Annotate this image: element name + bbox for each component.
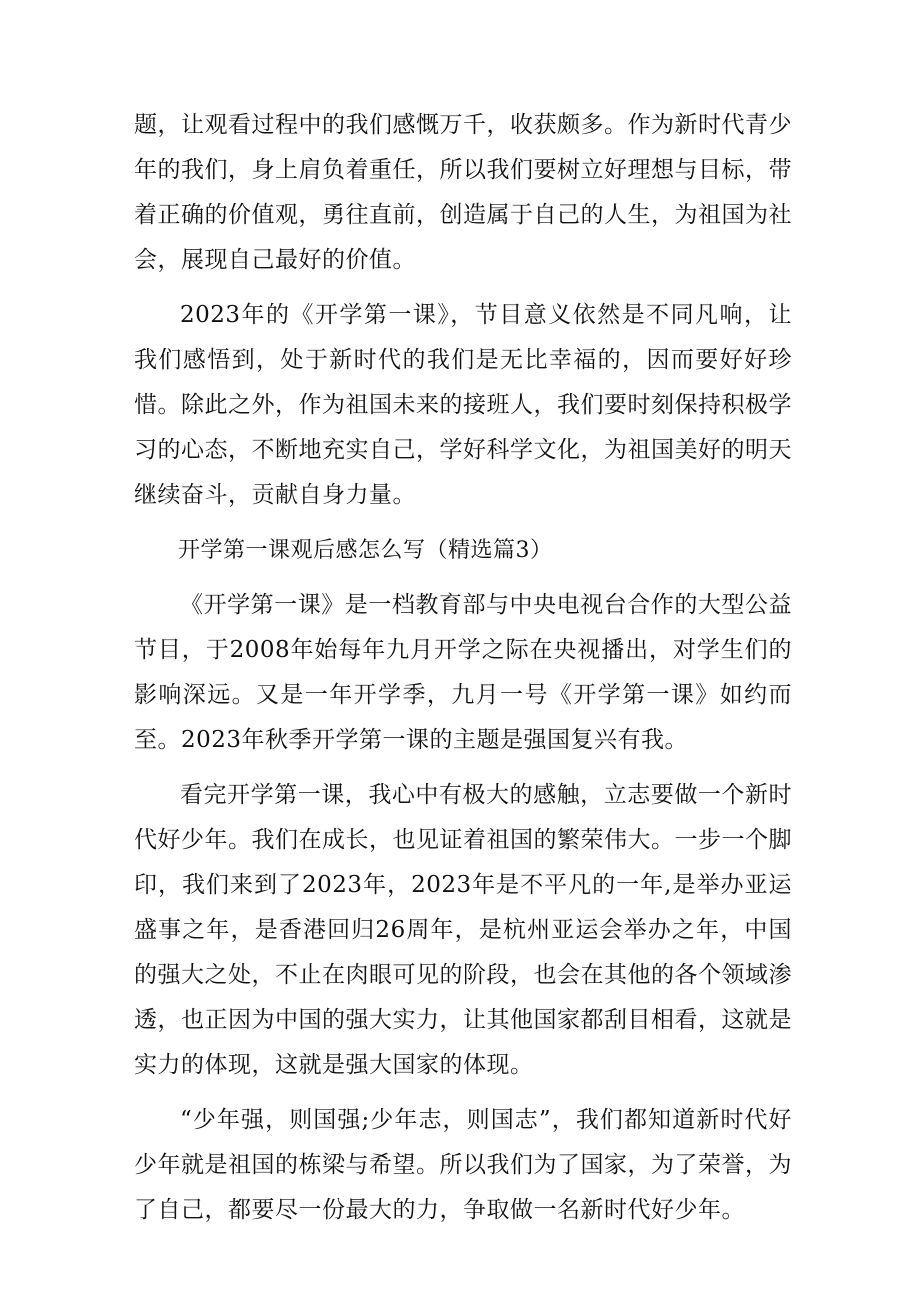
paragraph-youth-quote: “少年强，则国强;少年志，则国志”，我们都知道新时代好少年就是祖国的栋梁与希望。所以我们为了国家，为了荣誉，为了自己，都要尽一份最大的力，争取做一名新时代好少年。 xyxy=(134,1107,792,1223)
paragraph-reflection: 看完开学第一课，我心中有极大的感触，立志要做一个新时代好少年。我们在成长，也见证着祖国的繁荣伟大。一步一个脚印，我们来到了2023年，2023年是不平凡的一年,是举办亚运盛事之年，是香港回归26周年，是杭州亚运会举办之年，中国的强大之处，不止在肉眼可见的阶段，也会在其他的各个领域渗透，也正因为中国的强大实力，让其他国家都刮目相看，这就是实力的体现，这就是强大国家的体现。 xyxy=(134,782,792,1078)
paragraph-continuation: 题，让观看过程中的我们感慨万千，收获颇多。作为新时代青少年的我们，身上肩负着重任，所以我们要树立好理想与目标，带着正确的价值观，勇往直前，创造属于自己的人生，为祖国为社会，展现自己最好的价值。 xyxy=(134,112,792,273)
document-body xyxy=(134,103,792,1243)
section-heading: 开学第一课观后感怎么写（精选篇3） xyxy=(178,538,553,563)
paragraph-2023-program: 2023年的《开学第一课》，节目意义依然是不同凡响，让我们感悟到，处于新时代的我们是无比幸福的，因而要好好珍惜。除此之外，作为祖国未来的接班人，我们要时刻保持积极学习的心态，不断地充实自己，学好科学文化，为祖国美好的明天继续奋斗，贡献自身力量。 xyxy=(134,302,792,508)
paragraph-program-intro: 《开学第一课》是一档教育部与中央电视台合作的大型公益节目，于2008年始每年九月开学之际在央视播出，对学生们的影响深远。又是一年开学季，九月一号《开学第一课》如约而至。2023年秋季开学第一课的主题是强国复兴有我。 xyxy=(134,592,792,753)
